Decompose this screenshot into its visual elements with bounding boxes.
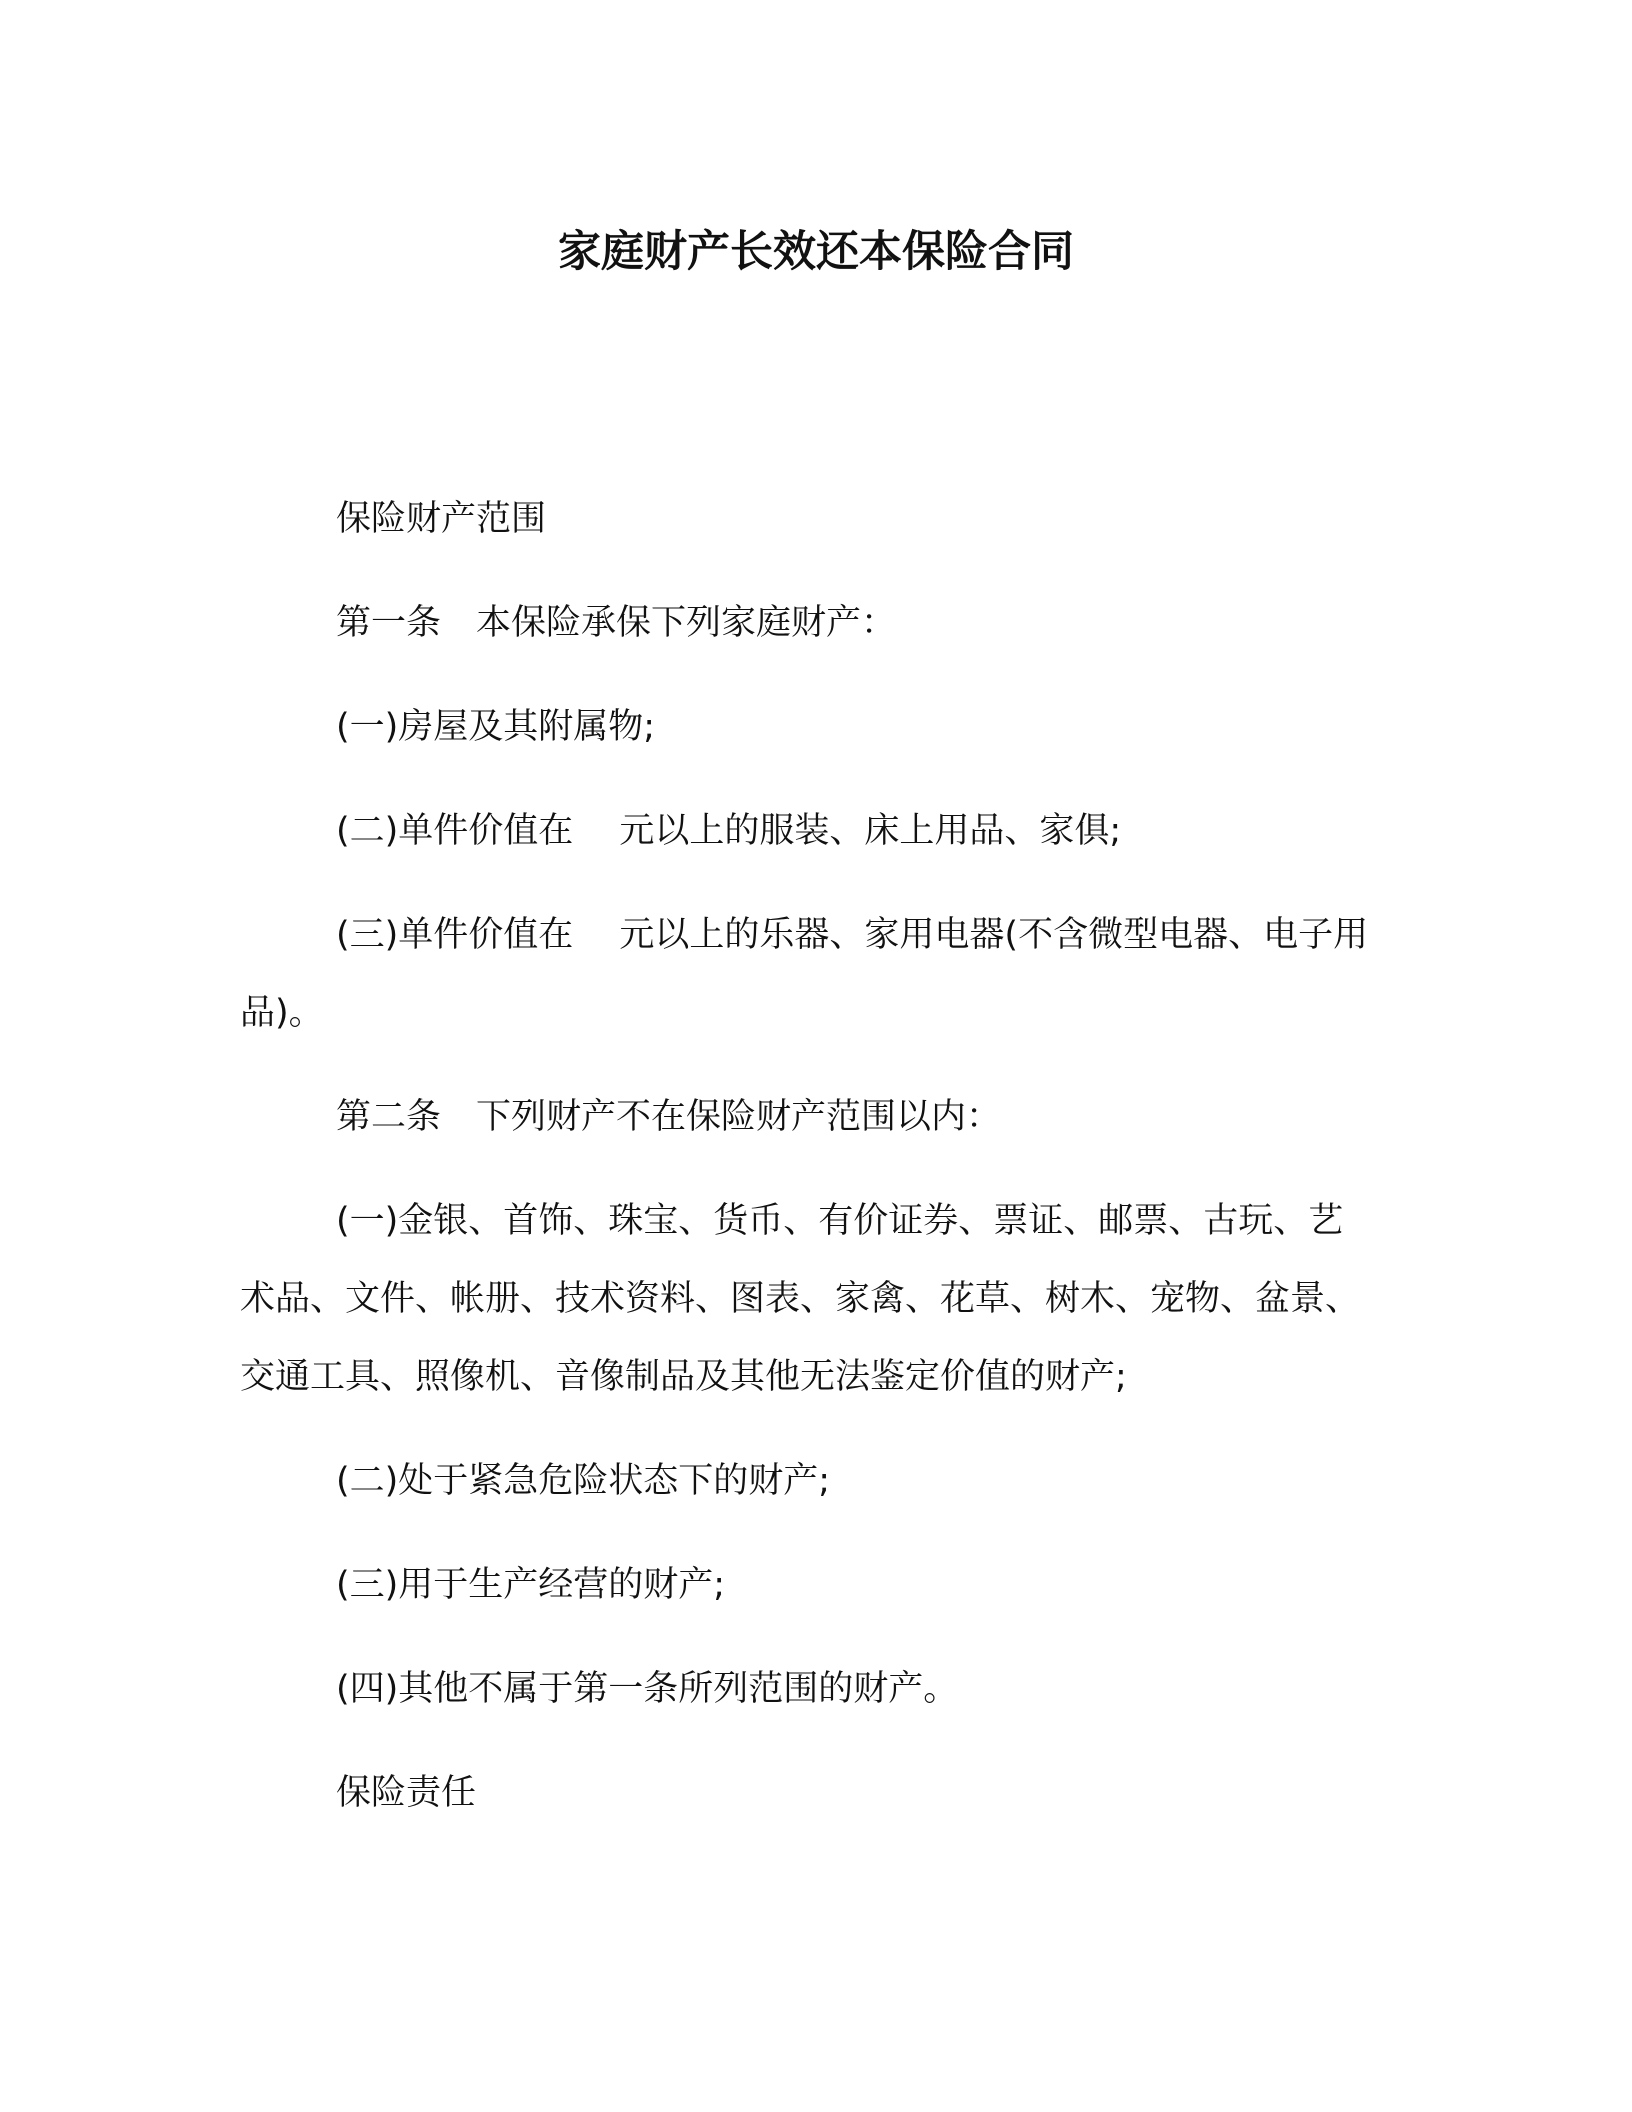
article-2-item-2: (二)处于紧急危险状态下的财产; xyxy=(336,1461,831,1501)
article-2-item-1: (一)金银、首饰、珠宝、货币、有价证券、票证、邮票、古玩、艺术品、文件、帐册、技术资料、图表、家禽、花草、树木、宠物、盆景、交通工具、照像机、音像制品及其他无法鉴定价值的财产; xyxy=(240,1201,1361,1397)
article-2-item-3: (三)用于生产经营的财产; xyxy=(336,1565,726,1605)
article-1-item-2: (二)单件价值在 元以上的服装、床上用品、家俱; xyxy=(336,811,1122,851)
article-2-intro: 第二条 下列财产不在保险财产范围以内： xyxy=(336,1097,1002,1137)
article-1-item-3: (三)单件价值在 元以上的乐器、家用电器(不含微型电器、电子用品)。 xyxy=(240,915,1369,1033)
article-1-item-1: (一)房屋及其附属物; xyxy=(336,707,656,747)
section-heading-scope: 保险财产范围 xyxy=(336,499,547,539)
document-body xyxy=(240,480,1370,1832)
document-title: 家庭财产长效还本保险合同 xyxy=(558,227,1074,277)
section-heading-liability: 保险责任 xyxy=(336,1773,477,1813)
article-1-intro: 第一条 本保险承保下列家庭财产： xyxy=(336,603,897,643)
article-2-item-4: (四)其他不属于第一条所列范围的财产。 xyxy=(336,1669,959,1709)
